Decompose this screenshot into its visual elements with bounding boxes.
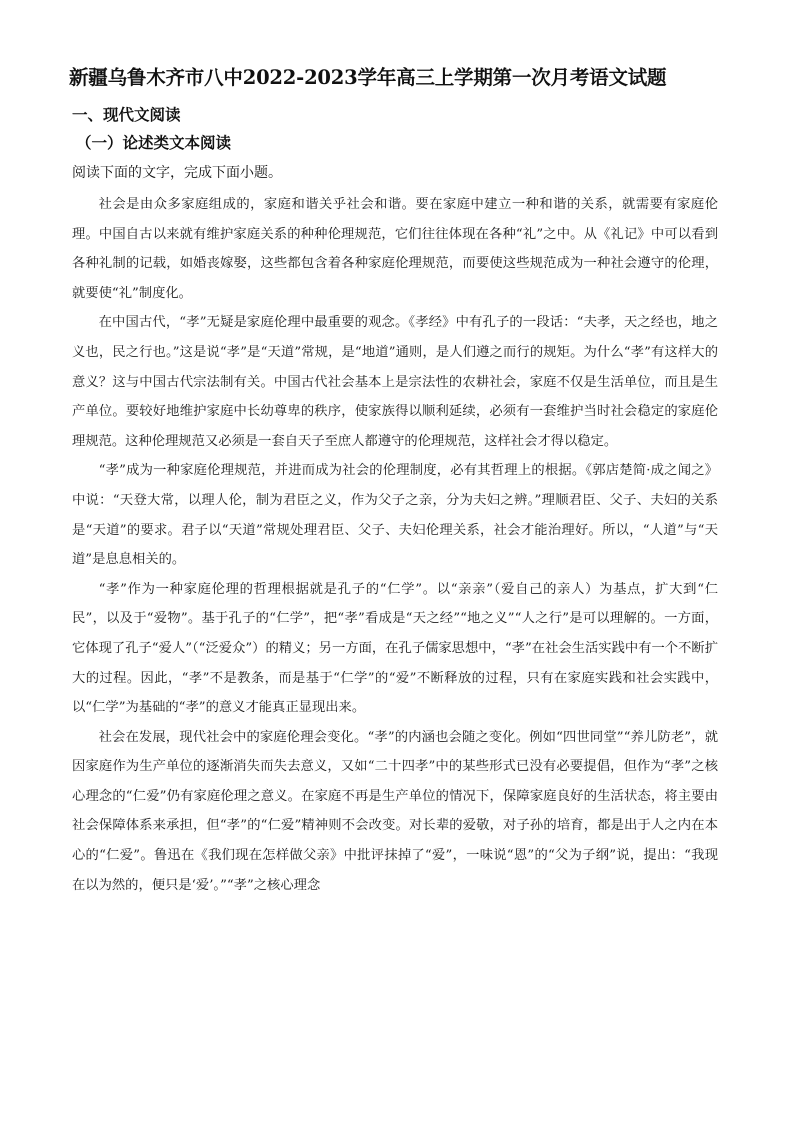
passage-paragraph-1: 社会是由众多家庭组成的，家庭和谐关乎社会和谐。要在家庭中建立一种和谐的关系，就需要有家庭伦理。中国自古以来就有维护家庭关系的种种伦理规范，它们往往体现在各种“礼”之中。从《礼记》中可以看到各种礼制的记载，如婚丧嫁娶，这些都包含着各种家庭伦理规范，而要使这些规范成为一种社会遵守的伦理，就要使“礼”制度化。 xyxy=(72,197,718,301)
passage-paragraph-4: “孝”作为一种家庭伦理的哲理根据就是孔子的“仁学”。以“亲亲”（爱自己的亲人）为基点，扩大到“仁民”，以及于“爱物”。基于孔子的“仁学”，把“孝”看成是“天之经”“地之义”“人之行”是可以理解的。一方面，它体现了孔子“爱人”（“泛爱众”）的精义；另一方面，在孔子儒家思想中，“孝”在社会生活实践中有一个不断扩大的过程。因此，“孝”不是教条，而是基于“仁学”的“爱”不断释放的过程，只有在家庭实践和社会实践中，以“仁学”为基础的“孝”的意义才能真正显现出来。 xyxy=(72,581,718,716)
subsection-heading: （一）论述类文本阅读 xyxy=(76,134,232,152)
passage-paragraph-5: 社会在发展，现代社会中的家庭伦理会变化。“孝”的内涵也会随之变化。例如“四世同堂”“养儿防老”，就因家庭作为生产单位的逐渐消失而失去意义，又如“二十四孝”中的某些形式已没有必要提倡，但作为“孝”之核心理念的“仁爱”仍有家庭伦理之意义。在家庭不再是生产单位的情况下，保障家庭良好的生活状态，将主要由社会保障体系来承担，但“孝”的“仁爱”精神则不会改变。对长辈的爱敬，对子孙的培育，都是出于人之内在本心的“仁爱”。鲁迅在《我们现在怎样做父亲》中批评抹掉了“爱”，一味说“恩”的“父为子纲”说，提出：“我现在以为然的，便只是‘爱’。”“孝”之核心理念 xyxy=(72,729,718,893)
passage-paragraph-3: “孝”成为一种家庭伦理规范，并进而成为社会的伦理制度，必有其哲理上的根据。《郭店楚简·成之闻之》中说：“天登大常，以理人伦，制为君臣之义，作为父子之亲，分为夫妇之辨。”理顺君臣、父子、夫妇的关系是“天道”的要求。君子以“天道”常规处理君臣、父子、夫妇伦理关系，社会才能治理好。所以，“人道”与“天道”是息息相关的。 xyxy=(72,463,718,568)
section-heading: 一、现代文阅读 xyxy=(72,106,181,124)
passage-body xyxy=(72,190,718,900)
document-title: 新疆乌鲁木齐市八中2022-2023学年高三上学期第一次月考语文试题 xyxy=(69,66,667,89)
reading-instruction: 阅读下面的文字，完成下面小题。 xyxy=(72,165,282,181)
passage-paragraph-2: 在中国古代，“孝”无疑是家庭伦理中最重要的观念。《孝经》中有孔子的一段话：“夫孝，天之经也，地之义也，民之行也。”这是说“孝”是“天道”常规，是“地道”通则，是人们遵之而行的规矩。为什么“孝”有这样大的意义？这与中国古代宗法制有关。中国古代社会基本上是宗法性的农耕社会，家庭不仅是生活单位，而且是生产单位。要较好地维护家庭中长幼尊卑的秩序，使家族得以顺利延续，必须有一套维护当时社会稳定的家庭伦理规范。这种伦理规范又必须是一套自天子至庶人都遵守的伦理规范，这样社会才得以稳定。 xyxy=(72,315,718,449)
